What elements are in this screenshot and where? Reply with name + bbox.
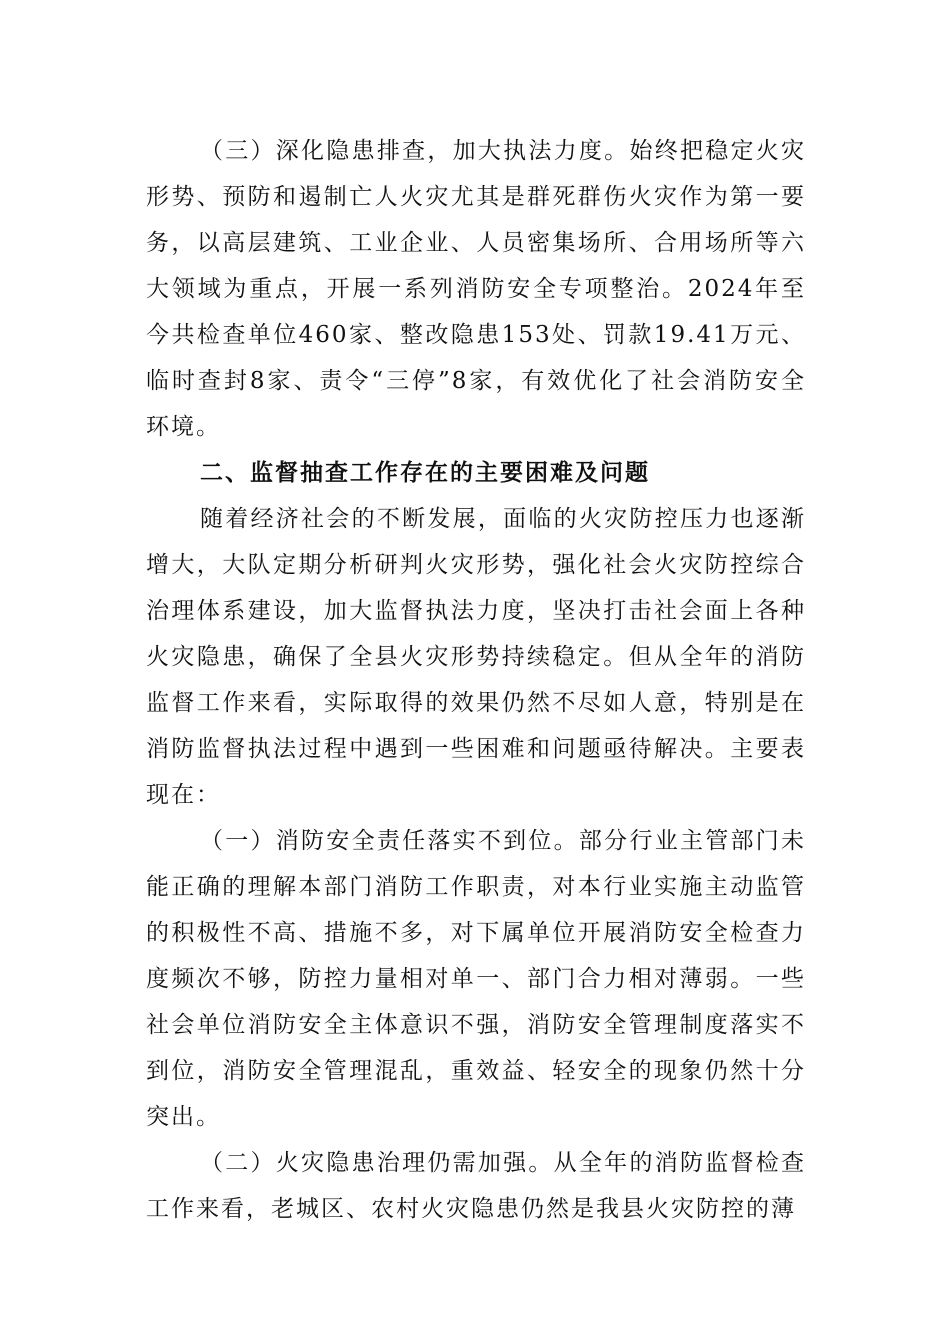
paragraph-body: 始终把稳定火灾形势、预防和遏制亡人火灾尤其是群死群伤火灾作为第一要务，以高层建筑、工业企业、人员密集场所、合用场所等六大领域为重点，开展一系列消防安全专项整治。2024年至今共检查单位460家、整改隐患153处、罚款19.41万元、临时查封8家、责令“三停”8家，有效优化了社会消防安全环境。 [146, 138, 807, 440]
section-intro-paragraph: 随着经济社会的不断发展，面临的火灾防控压力也逐渐增大，大队定期分析研判火灾形势，强化社会火灾防控综合治理体系建设，加大监督执法力度，坚决打击社会面上各种火灾隐患，确保了全县火灾形势持续稳定。但从全年的消防监督工作来看，实际取得的效果仍然不尽如人意，特别是在消防监督执法过程中遇到一些困难和问题亟待解决。主要表现在： [146, 506, 806, 808]
paragraph-lead: （一）消防安全责任落实不到位。 [200, 828, 579, 854]
paragraph-body: 部分行业主管部门未能正确的理解本部门消防工作职责，对本行业实施主动监管的积极性不高、措施不多，对下属单位开展消防安全检查力度频次不够，防控力量相对单一、部门合力相对薄弱。一些社会单位消防安全主体意识不强，消防安全管理制度落实不到位，消防安全管理混乱，重效益、轻安全的现象仍然十分突出。 [146, 828, 807, 1130]
paragraph-strengthen-inspection [146, 128, 806, 450]
section-heading: 二、监督抽查工作存在的主要困难及问题 [200, 460, 650, 486]
paragraph-responsibility [146, 818, 806, 1140]
paragraph-lead: （三）深化隐患排查，加大执法力度。 [200, 138, 630, 164]
document-page [146, 128, 806, 1232]
paragraph-body: 从全年的消防监督检查工作来看，老城区、农村火灾隐患仍然是我县火灾防控的薄 [146, 1150, 807, 1222]
paragraph-hazard-governance [146, 1140, 806, 1232]
paragraph-lead: （二）火灾隐患治理仍需加强。 [200, 1150, 554, 1176]
